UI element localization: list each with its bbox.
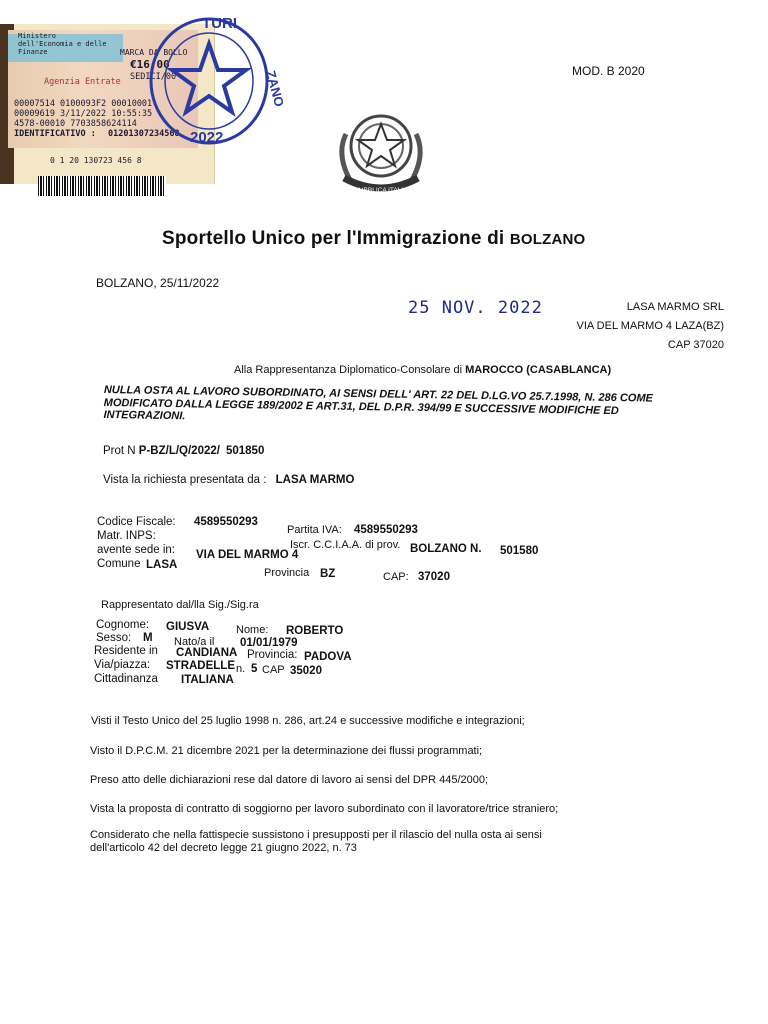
stamp-ministry: Ministero dell'Economia e delle Finanze [18, 32, 107, 56]
cittadinanza-label: Cittadinanza [94, 673, 158, 685]
company-cap-label: CAP: [383, 571, 409, 583]
request-value: LASA MARMO [275, 474, 355, 486]
person-cap-label: CAP [262, 664, 285, 676]
sesso-value: M [143, 632, 153, 644]
cciaa-label: Iscr. C.C.I.A.A. di prov. [290, 539, 401, 551]
round-stamp-text-top: TURI [202, 15, 237, 32]
res-provincia-label: Provincia: [247, 649, 298, 661]
stamp-barcode-number: 0 1 20 130723 456 8 [50, 156, 142, 165]
received-date-stamp: 25 NOV. 2022 [408, 298, 543, 318]
inps-label: Matr. INPS: [97, 530, 156, 542]
cittadinanza-value: ITALIANA [181, 674, 234, 686]
protocol-number: 501850 [225, 445, 265, 457]
civic-number-label: n. [236, 663, 246, 675]
mod-label: MOD. B 2020 [572, 64, 645, 78]
request-line [103, 474, 354, 486]
stamp-ident-label: IDENTIFICATIVO : [14, 129, 96, 139]
provincia-label: Provincia [264, 567, 310, 579]
via-label: Via/piazza: [94, 659, 151, 671]
recipient-cap: CAP 37020 [667, 339, 724, 351]
sede-value: VIA DEL MARMO 4 [196, 549, 299, 561]
paragraph-dichiarazioni: Preso atto delle dichiarazioni rese dal datore di lavoro ai sensi del DPR 445/2000; [90, 774, 489, 786]
piva-value: 4589550293 [354, 524, 418, 536]
comune-label: Comune [97, 558, 141, 570]
stamp-barcode [38, 176, 166, 196]
represented-by: Rappresentato dal/lla Sig./Sig.ra [101, 599, 259, 611]
title-text: Sportello Unico per l'Immigrazione di [162, 228, 510, 249]
stamp-line-3: 4578-00010 7703858624114 [14, 119, 137, 129]
recipient-name: LASA MARMO SRL [626, 301, 724, 313]
residente-label: Residente in [94, 645, 158, 657]
person-cap-value: 35020 [290, 665, 322, 677]
paragraph-decreto: dell'articolo 42 del decreto legge 21 giugno 2022, n. 73 [90, 842, 357, 854]
company-cap-value: 37020 [418, 571, 450, 583]
round-stamp-year: 2022 [190, 129, 224, 146]
comune-value: LASA [146, 559, 178, 571]
via-value: STRADELLE [166, 660, 235, 672]
stamp-marca: MARCA DA BOLLO [120, 48, 188, 57]
protocol-label: Prot N [103, 445, 139, 457]
law-reference: NULLA OSTA AL LAVORO SUBORDINATO, AI SENSI DELL' ART. 22 DEL D.LG.VO 25.7.1998, N. 286 COME MODIFICATO DALLA LEGGE 189/2002 E ART.31, DEL D.P.R. 394/99 E SUCCESSIVE MODIFICHE ED INTEGRAZIONI. [103, 384, 653, 423]
sede-label: avente sede in: [97, 544, 176, 556]
provincia-value: BZ [320, 568, 336, 580]
cf-value: 4589550293 [194, 516, 258, 528]
nato-label: Nato/a il [174, 636, 215, 648]
residente-value: CANDIANA [176, 647, 238, 659]
piva-label: Partita IVA: [287, 524, 342, 536]
recipient-address: VIA DEL MARMO 4 LAZA(BZ) [576, 320, 724, 332]
stamp-agency: Agenzia Entrate [44, 77, 121, 87]
nome-value: ROBERTO [286, 625, 344, 637]
title-city: BOLZANO [509, 231, 586, 248]
stamp-amount-words: SEDICI/00 [130, 72, 177, 82]
place-date: BOLZANO, 25/11/2022 [96, 276, 220, 290]
request-label: Vista la richiesta presentata da : [103, 474, 270, 486]
emblem-text: REPUBBLICA ITALIANA [345, 187, 417, 194]
cciaa-prov: BOLZANO N. [410, 543, 482, 555]
page-title [162, 228, 585, 250]
protocol-code: P-BZ/L/Q/2022/ [138, 445, 220, 457]
nato-value: 01/01/1979 [240, 637, 298, 649]
addressee-value: MAROCCO (CASABLANCA) [465, 364, 612, 376]
paragraph-considerato: Considerato che nella fattispecie sussistono i presupposti per il rilascio del nulla osta ai sensi [90, 829, 542, 841]
stamp-line-1: 00007514 0100093F2 00010001 [14, 99, 153, 109]
res-provincia-value: PADOVA [304, 651, 352, 663]
cf-label: Codice Fiscale: [97, 516, 176, 528]
nome-label: Nome: [236, 624, 269, 636]
addressee-label: Alla Rappresentanza Diplomatico-Consolare di [234, 364, 466, 376]
cognome-label: Cognome: [96, 619, 150, 631]
stamp-amount: €16,00 [130, 58, 170, 71]
addressee-line [234, 364, 611, 376]
paragraph-testo-unico: Visti il Testo Unico del 25 luglio 1998 n. 286, art.24 e successive modifiche e integrazioni; [91, 715, 525, 727]
cognome-value: GIUSVA [166, 621, 210, 633]
round-stamp-text-right: ZANO [263, 68, 288, 109]
stamp-ident-value: 01201307234568 [108, 129, 180, 139]
sesso-label: Sesso: [96, 632, 132, 644]
civic-number-value: 5 [251, 663, 258, 675]
paragraph-dpcm: Visto il D.P.C.M. 21 dicembre 2021 per la determinazione dei flussi programmati; [90, 745, 483, 757]
protocol-line [103, 445, 264, 457]
cciaa-number: 501580 [500, 545, 539, 557]
office-round-stamp [146, 14, 288, 148]
emblem-italy-icon [326, 94, 436, 206]
recipient-block [576, 298, 724, 355]
paragraph-contratto: Vista la proposta di contratto di soggiorno per lavoro subordinato con il lavoratore/trice straniero; [90, 803, 559, 815]
stamp-line-2: 00009619 3/11/2022 10:55:35 [14, 109, 153, 119]
